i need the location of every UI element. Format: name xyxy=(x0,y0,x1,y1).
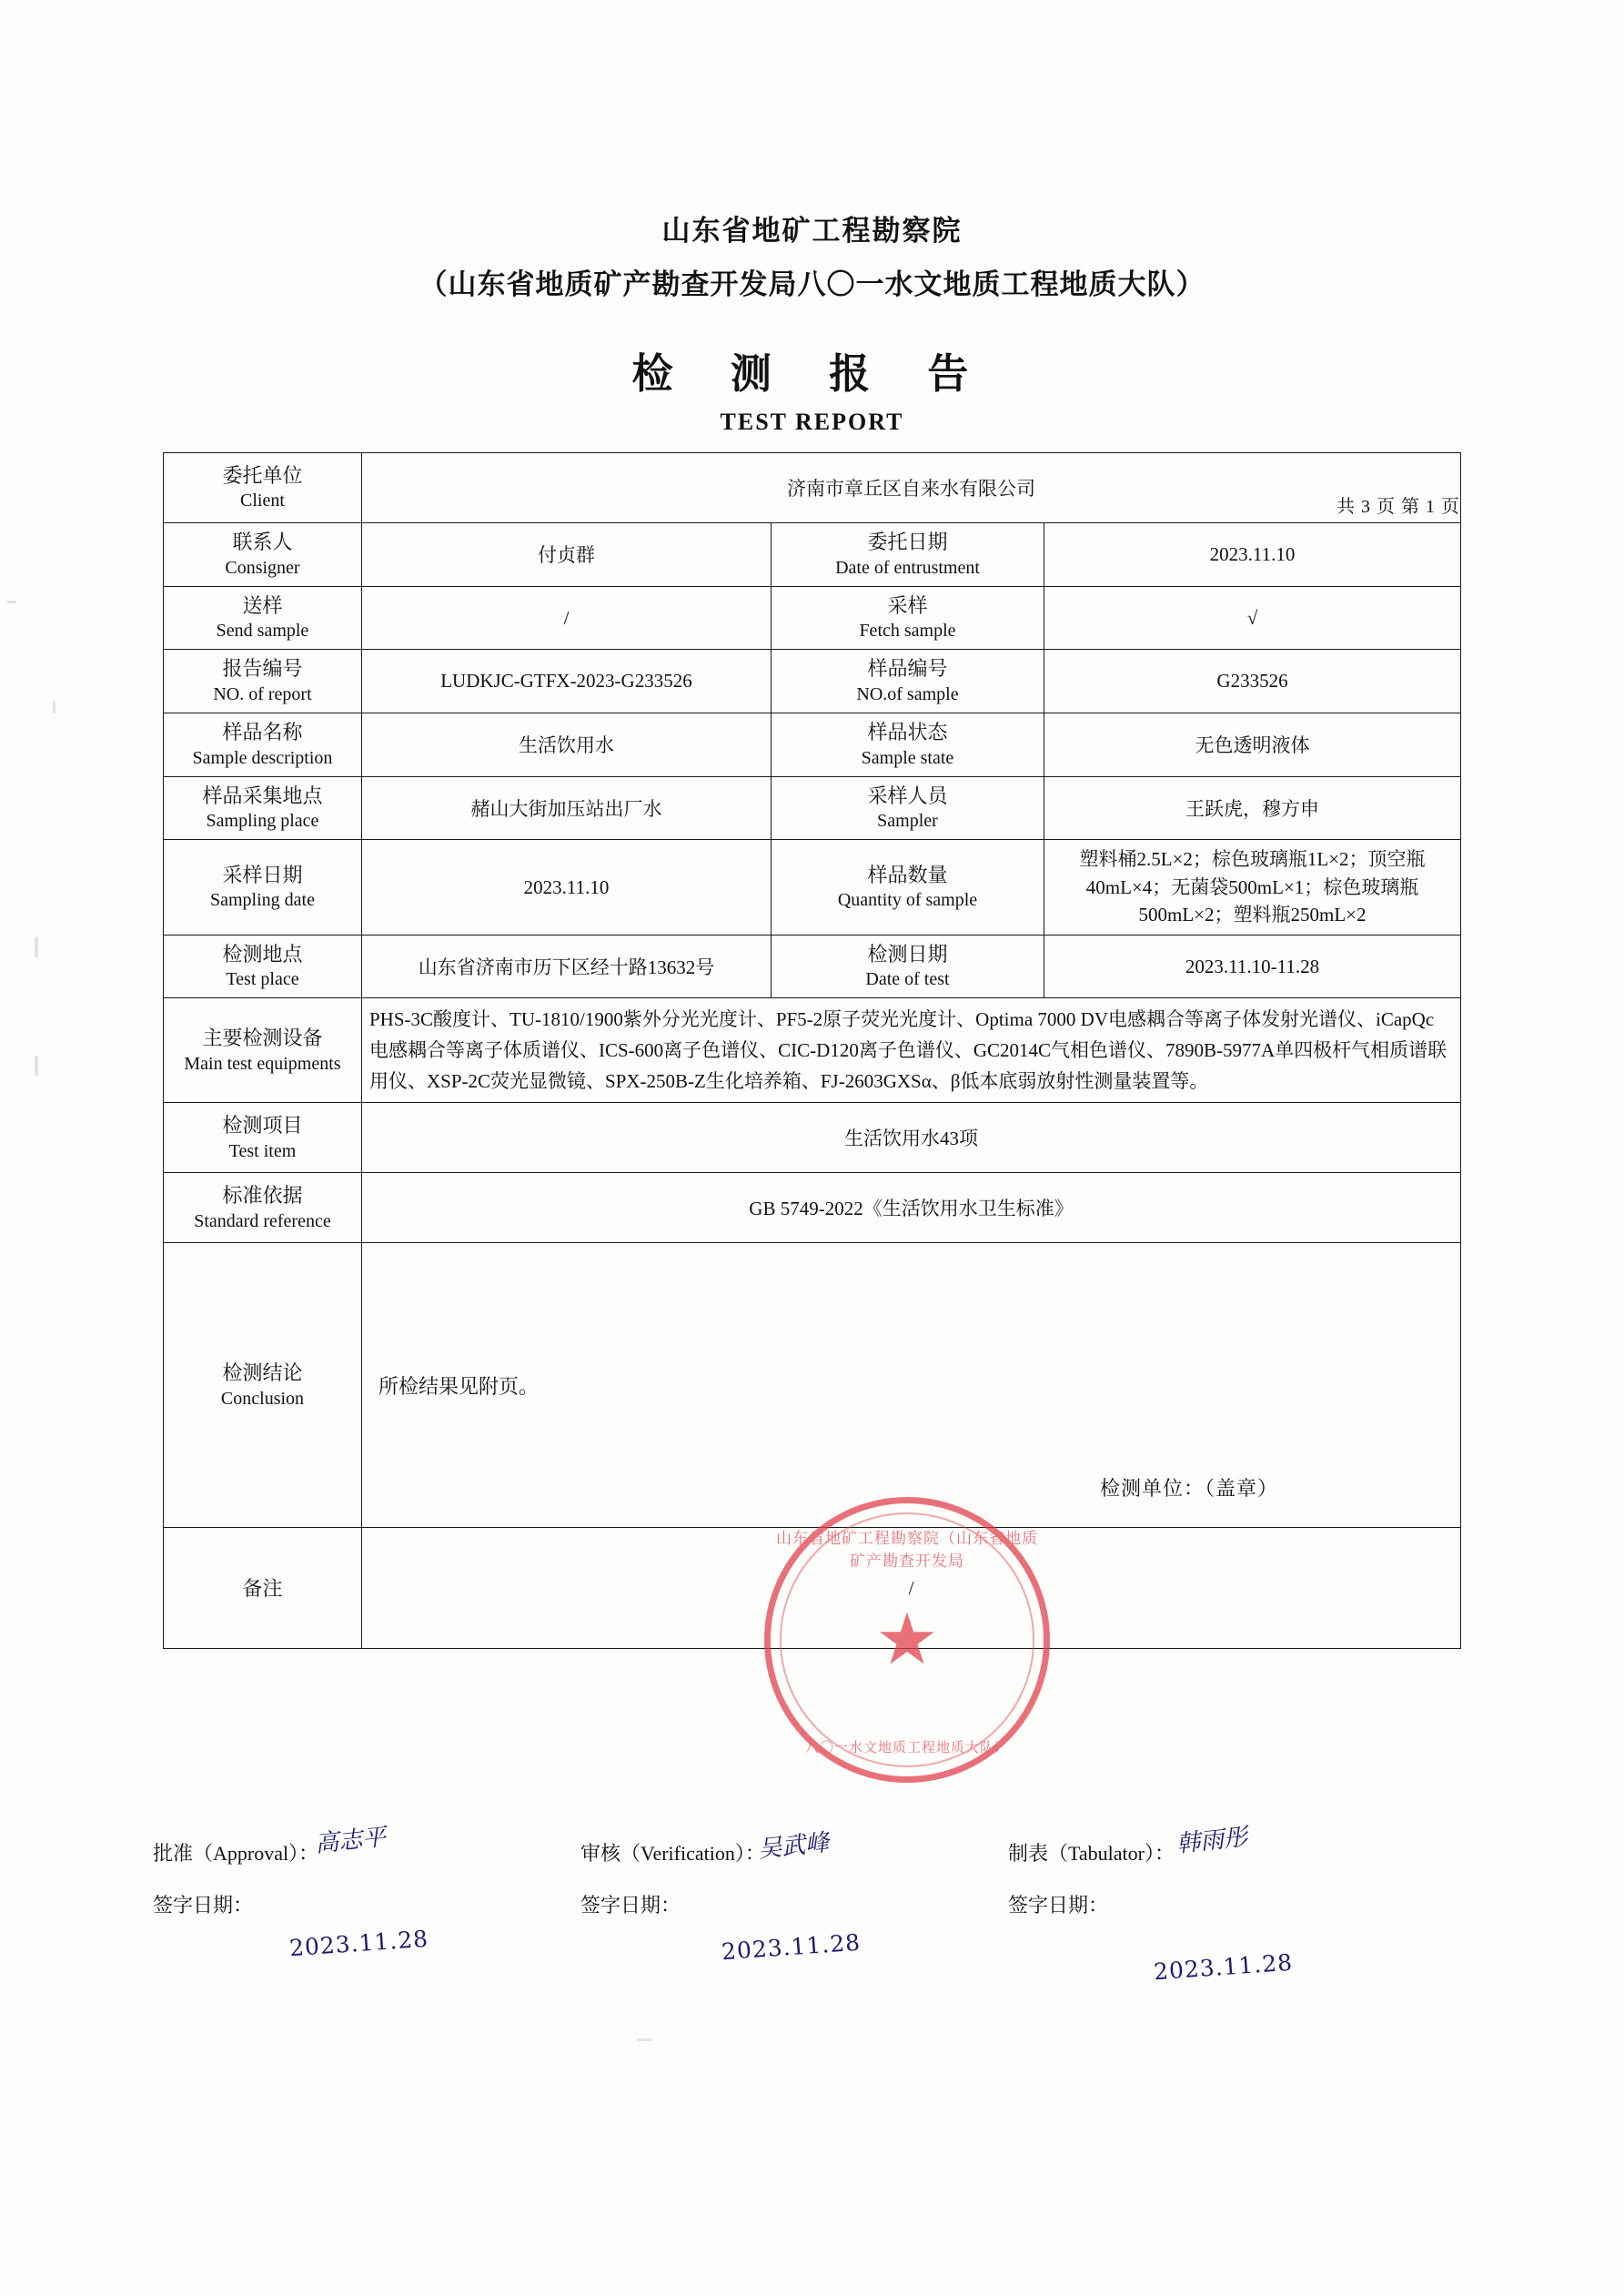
quantity-line-2: 40mL×4；无菌袋500mL×1；棕色玻璃瓶 xyxy=(1085,875,1419,898)
scan-artifact xyxy=(35,1056,38,1076)
value-sampling-date: 2023.11.10 xyxy=(361,840,771,935)
value-date-of-entrustment: 2023.11.10 xyxy=(1044,523,1460,587)
scan-artifact xyxy=(637,2038,651,2041)
label-quantity-of-sample: 样品数量 Quantity of sample xyxy=(771,840,1044,935)
scan-artifact xyxy=(35,937,38,957)
quantity-line-3: 500mL×2；塑料瓶250mL×2 xyxy=(1138,904,1367,926)
table-row-test-place xyxy=(163,935,1460,998)
value-no-of-sample: G233526 xyxy=(1044,650,1460,713)
label-test-item: 检测项目 Test item xyxy=(163,1103,361,1173)
label-sample-description: 样品名称 Sample description xyxy=(163,713,361,777)
table-row-client xyxy=(163,453,1460,523)
signature-block xyxy=(153,1823,1463,1986)
label-sampling-place: 样品采集地点 Sampling place xyxy=(163,776,361,840)
approval-signature: 高志平 xyxy=(313,1823,388,1858)
table-row-remark xyxy=(163,1528,1460,1649)
value-standard-reference: GB 5749-2022《生活饮用水卫生标准》 xyxy=(361,1173,1460,1243)
approval-label: 批准（Approval）： xyxy=(153,1842,319,1865)
label-date-of-test: 检测日期 Date of test xyxy=(771,935,1044,998)
value-main-test-equipments: PHS-3C酸度计、TU-1810/1900紫外分光光度计、PF5-2原子荧光光度计、Optima 7000 DV电感耦合等离子体发射光谱仪、iCapQc电感耦合等离子体质谱仪、ICS-600离子色谱仪、CIC-D120离子色谱仪、GC2014C气相色谱仪、7890B-5977A单四极杆气相质谱联用仪、XSP-2C荧光显微镜、SPX-250B-Z生化培养箱、FJ-2603GXSα、β低本底弱放射性测量装置等。 xyxy=(361,998,1460,1103)
tabulator-date-label: 签字日期： xyxy=(1008,1894,1109,1917)
value-client: 济南市章丘区自来水有限公司 xyxy=(361,453,1460,523)
value-test-place: 山东省济南市历下区经十路13632号 xyxy=(361,935,771,998)
verification-signature: 吴武峰 xyxy=(756,1828,831,1864)
value-test-item: 生活饮用水43项 xyxy=(361,1103,1460,1173)
value-sampling-place: 赭山大街加压站出厂水 xyxy=(361,776,771,840)
report-info-table xyxy=(163,452,1461,1649)
approval-group xyxy=(153,1823,580,1866)
scan-artifact xyxy=(53,701,55,713)
label-consigner: 联系人 Consigner xyxy=(163,523,361,587)
table-row-conclusion xyxy=(163,1243,1460,1528)
value-consigner: 付贞群 xyxy=(361,523,771,587)
verification-date-value: 2023.11.28 xyxy=(721,1928,862,1966)
value-send-sample: / xyxy=(361,586,771,650)
table-row-standard-reference xyxy=(163,1173,1460,1243)
label-standard-reference: 标准依据 Standard reference xyxy=(163,1173,361,1243)
seal-bottom-text: 八〇一水文地质工程地质大队） xyxy=(804,1741,1009,1755)
label-client: 委托单位 Client xyxy=(163,453,361,523)
approval-date-value: 2023.11.28 xyxy=(288,1925,429,1962)
label-remark: 备注 xyxy=(163,1528,361,1649)
value-sample-state: 无色透明液体 xyxy=(1044,713,1460,777)
label-no-of-sample: 样品编号 NO.of sample xyxy=(771,650,1044,713)
label-sample-state: 样品状态 Sample state xyxy=(771,713,1044,777)
page-title-english: TEST REPORT xyxy=(720,409,904,435)
seal-note: 检测单位：（盖章） xyxy=(1100,1477,1279,1501)
value-quantity-of-sample xyxy=(1044,840,1460,935)
page-count: 共 3 页 第 1 页 xyxy=(1337,497,1460,517)
table-row-send-sample xyxy=(163,586,1460,650)
table-row-sample-description xyxy=(163,713,1460,777)
value-conclusion xyxy=(361,1243,1460,1528)
label-date-of-entrustment: 委托日期 Date of entrustment xyxy=(771,523,1044,587)
verification-group xyxy=(580,1828,1008,1866)
label-send-sample: 送样 Send sample xyxy=(163,586,361,650)
quantity-line-1: 塑料桶2.5L×2；棕色玻璃瓶1L×2；顶空瓶 xyxy=(1079,848,1426,871)
value-sampler: 王跃虎，穆方申 xyxy=(1044,776,1460,840)
label-conclusion: 检测结论 Conclusion xyxy=(163,1243,361,1528)
tabulator-group xyxy=(1008,1823,1427,1866)
value-fetch-sample: √ xyxy=(1044,586,1460,650)
table-row-consigner xyxy=(163,523,1460,587)
label-main-test-equipments: 主要检测设备 Main test equipments xyxy=(163,998,361,1103)
table-row-test-item xyxy=(163,1103,1460,1173)
organization-name-primary: 山东省地矿工程勘察院 xyxy=(661,215,963,247)
table-row-main-test-equipments xyxy=(163,998,1460,1103)
seal-top-text: 山东省地矿工程勘察院（山东省地质矿产勘查开发局 xyxy=(776,1530,1038,1570)
conclusion-text: 所检结果见附页。 xyxy=(378,1374,539,1398)
tabulator-date-value: 2023.11.28 xyxy=(1153,1948,1294,1986)
approval-date-group xyxy=(153,1890,580,1962)
label-sampler: 采样人员 Sampler xyxy=(771,776,1044,840)
label-sampling-date: 采样日期 Sampling date xyxy=(163,840,361,935)
document-header xyxy=(0,0,1624,436)
table-row-report-number xyxy=(163,650,1460,713)
table-row-sampling-date xyxy=(163,840,1460,935)
label-no-of-report: 报告编号 NO. of report xyxy=(163,650,361,713)
label-test-place: 检测地点 Test place xyxy=(163,935,361,998)
value-remark: / xyxy=(361,1528,1460,1649)
tabulator-label: 制表（Tabulator）： xyxy=(1008,1842,1175,1865)
value-no-of-report: LUDKJC-GTFX-2023-G233526 xyxy=(361,650,771,713)
value-sample-description: 生活饮用水 xyxy=(361,713,771,777)
verification-date-group xyxy=(580,1890,1008,1966)
tabulator-date-group xyxy=(1008,1890,1427,1986)
tabulator-signature: 韩雨彤 xyxy=(1175,1823,1249,1858)
verification-date-label: 签字日期： xyxy=(580,1894,681,1917)
organization-name-secondary: （山东省地质矿产勘查开发局八〇一水文地质工程地质大队） xyxy=(419,268,1205,300)
star-icon: ★ xyxy=(875,1600,939,1679)
verification-label: 审核（Verification）： xyxy=(580,1842,765,1865)
label-fetch-sample: 采样 Fetch sample xyxy=(771,586,1044,650)
page-title: 检 测 报 告 xyxy=(631,351,993,397)
approval-date-label: 签字日期： xyxy=(153,1894,254,1917)
table-row-sampling-place xyxy=(163,776,1460,840)
scan-artifact xyxy=(7,601,16,603)
value-date-of-test: 2023.11.10-11.28 xyxy=(1044,935,1460,998)
